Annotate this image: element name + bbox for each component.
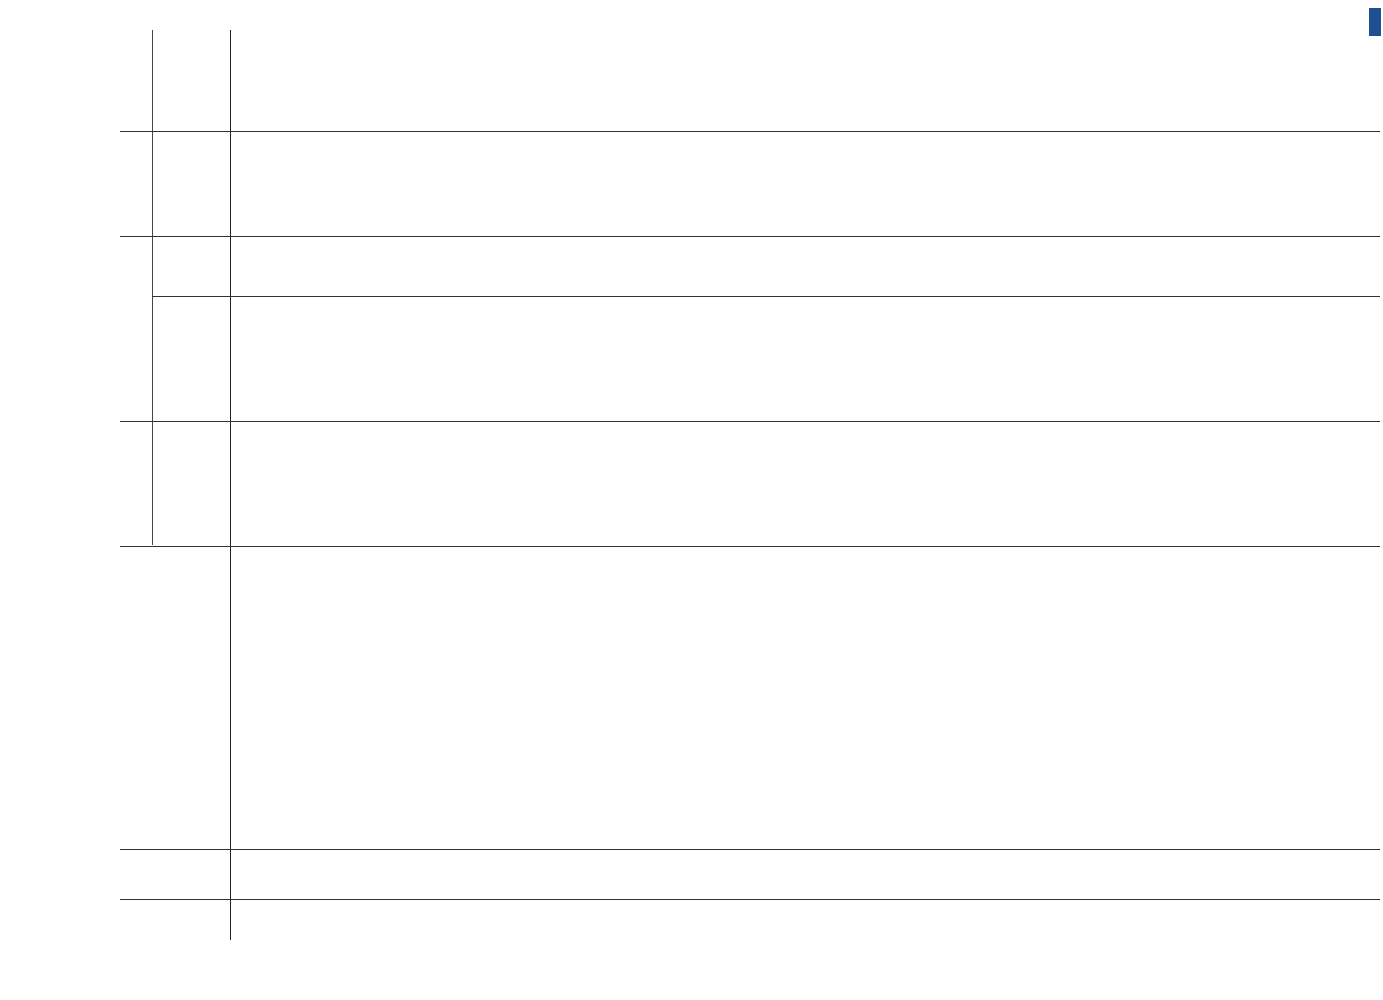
col-rule — [152, 296, 1380, 297]
col-rule — [120, 899, 1380, 900]
col-rule — [120, 421, 1380, 422]
col-rule — [120, 131, 1380, 132]
table-header — [120, 30, 231, 940]
col-rule — [120, 236, 1380, 237]
col-rule — [120, 849, 1380, 850]
year-rule — [152, 30, 153, 545]
page-number — [66, 480, 126, 520]
statistics-table — [120, 30, 1380, 940]
col-rule — [120, 546, 1380, 547]
